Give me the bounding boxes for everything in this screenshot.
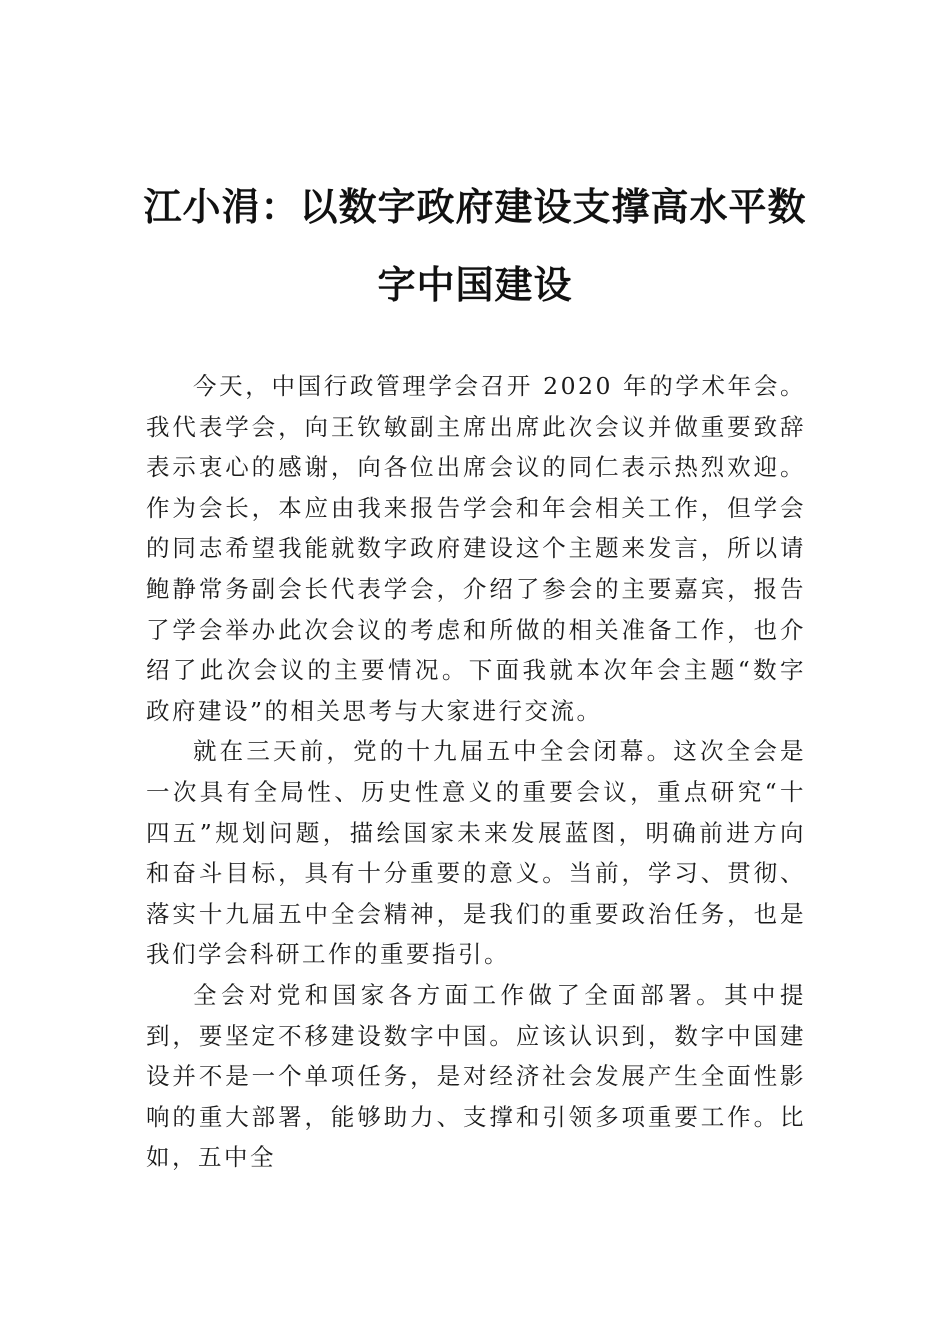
document-body [146,366,806,1178]
paragraph-3: 全会对党和国家各方面工作做了全面部署。其中提到，要坚定不移建设数字中国。应该认识到，数字中国建设并不是一个单项任务，是对经济社会发展产生全面性影响的重大部署，能够助力、支撑和引领多项重要工作。比如，五中全 [146,980,806,1172]
paragraph-1: 今天，中国行政管理学会召开 2020 年的学术年会。我代表学会，向王钦敏副主席出席此次会议并做重要致辞表示衷心的感谢，向各位出席会议的同仁表示热烈欢迎。作为会长，本应由我来报告学会和年会相关工作，但学会的同志希望我能就数字政府建设这个主题来发言，所以请鲍静常务副会长代表学会，介绍了参会的主要嘉宾，报告了学会举办此次会议的考虑和所做的相关准备工作，也介绍了此次会议的主要情况。下面我就本次年会主题“数字政府建设”的相关思考与大家进行交流。 [146,372,806,725]
document-title: 江小涓：以数字政府建设支撑高水平数字中国建设 [143,184,807,307]
paragraph-2: 就在三天前，党的十九届五中全会闭幕。这次全会是一次具有全局性、历史性意义的重要会议，重点研究“十四五”规划问题，描绘国家未来发展蓝图，明确前进方向和奋斗目标，具有十分重要的意义。当前，学习、贯彻、落实十九届五中全会精神，是我们的重要政治任务，也是我们学会科研工作的重要指引。 [146,737,806,969]
